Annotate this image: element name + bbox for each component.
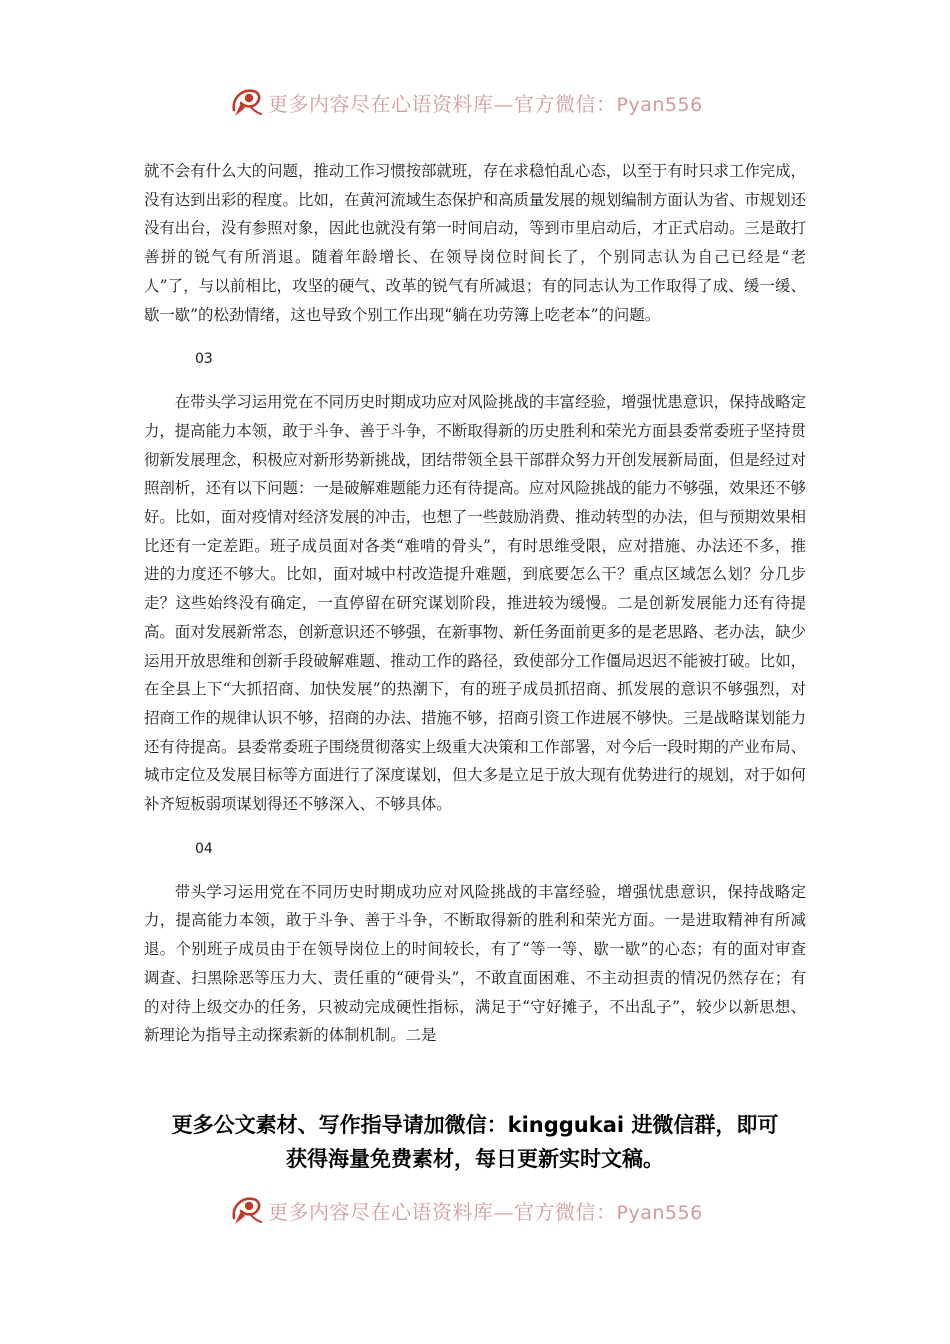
footer-banner [228, 1190, 748, 1230]
banner-text: 更多内容尽在心语资料库—官方微信：Pyan556 [268, 91, 703, 116]
promo-notice [120, 1108, 830, 1176]
paragraph: 就不会有什么大的问题，推动工作习惯按部就班，存在求稳怕乱心态，以至于有时只求工作完成，没有达到出彩的程度。比如，在黄河流域生态保护和高质量发展的规划编制方面认为省、市规划还没有出台，没有参照对象，因此也就没有第一时间启动，等到市里启动后，才正式启动。三是敢打善拼的锐气有所消退。随着年龄增长、在领导岗位时间长了，个别同志认为自己已经是“老人”了，与以前相比，攻坚的硬气、改革的锐气有所减退；有的同志认为工作取得了成、缓一缓、歇一歇”的松劲情绪，这也导致个别工作出现“躺在功劳簿上吃老本”的问题。 [144, 162, 806, 324]
section-number: 03 [195, 351, 213, 368]
section-number: 04 [195, 840, 213, 857]
banner-wechat-id: Pyan556 [616, 1201, 703, 1224]
logo-icon [228, 84, 264, 120]
document-body [144, 157, 806, 1050]
header-banner [228, 82, 748, 122]
banner-wechat-id: Pyan556 [616, 93, 703, 116]
paragraph: 带头学习运用党在不同历史时期成功应对风险挑战的丰富经验，增强忧患意识，保持战略定力，提高能力本领，敢于斗争、善于斗争，不断取得新的胜利和荣光方面。一是进取精神有所减退。个别班子成员由于在领导岗位上的时间较长，有了“等一等、歇一歇”的心态；有的面对审查调查、扫黑除恶等压力大、责任重的“硬骨头”，不敢直面困难、不主动担责的情况仍然存在；有的对待上级交办的任务，只被动完成硬性指标，满足于“守好摊子，不出乱子”，较少以新思想、新理论为指导主动探索新的体制机制。二是 [144, 882, 806, 1045]
logo-icon [228, 1192, 264, 1228]
banner-text: 更多内容尽在心语资料库—官方微信：Pyan556 [268, 1199, 703, 1224]
paragraph: 在带头学习运用党在不同历史时期成功应对风险挑战的丰富经验，增强忧患意识，保持战略定力，提高能力本领，敢于斗争、善于斗争，不断取得新的历史胜利和荣光方面县委常委班子坚持贯彻新发展理念，积极应对新形势新挑战，团结带领全县干部群众努力开创发展新局面，但是经过对照剖析，还有以下问题：一是破解难题能力还有待提高。应对风险挑战的能力不够强，效果还不够好。比如，面对疫情对经济发展的冲击，也想了一些鼓励消费、推动转型的办法，但与预期效果相比还有一定差距。班子成员面对各类“难啃的骨头”，有时思维受限，应对措施、办法还不多，推进的力度还不够大。比如，面对城中村改造提升难题，到底要怎么干？重点区域怎么划？分几步走？这些始终没有确定，一直停留在研究谋划阶段，推进较为缓慢。二是创新发展能力还有待提高。面对发展新常态，创新意识还不够强，在新事物、新任务面前更多的是老思路、老办法，缺少运用开放思维和创新手段破解难题、推动工作的路径，致使部分工作僵局迟迟不能被打破。比如，在全县上下“大抓招商、加快发展”的热潮下，有的班子成员抓招商、抓发展的意识不够强烈，对招商工作的规律认识不够，招商的办法、措施不够，招商引资工作进展不够快。三是战略谋划能力还有待提高。县委常委班子围绕贯彻落实上级重大决策和工作部署，对今后一段时期的产业布局、城市定位及发展目标等方面进行了深度谋划，但大多是立足于放大现有优势进行的规划，对于如何补齐短板弱项谋划得还不够深入、不够具体。 [144, 393, 806, 814]
promo-line: 更多公文素材、写作指导请加微信：kinggukai 进微信群，即可 [171, 1113, 779, 1137]
promo-line: 获得海量免费素材，每日更新实时文稿。 [286, 1147, 664, 1171]
